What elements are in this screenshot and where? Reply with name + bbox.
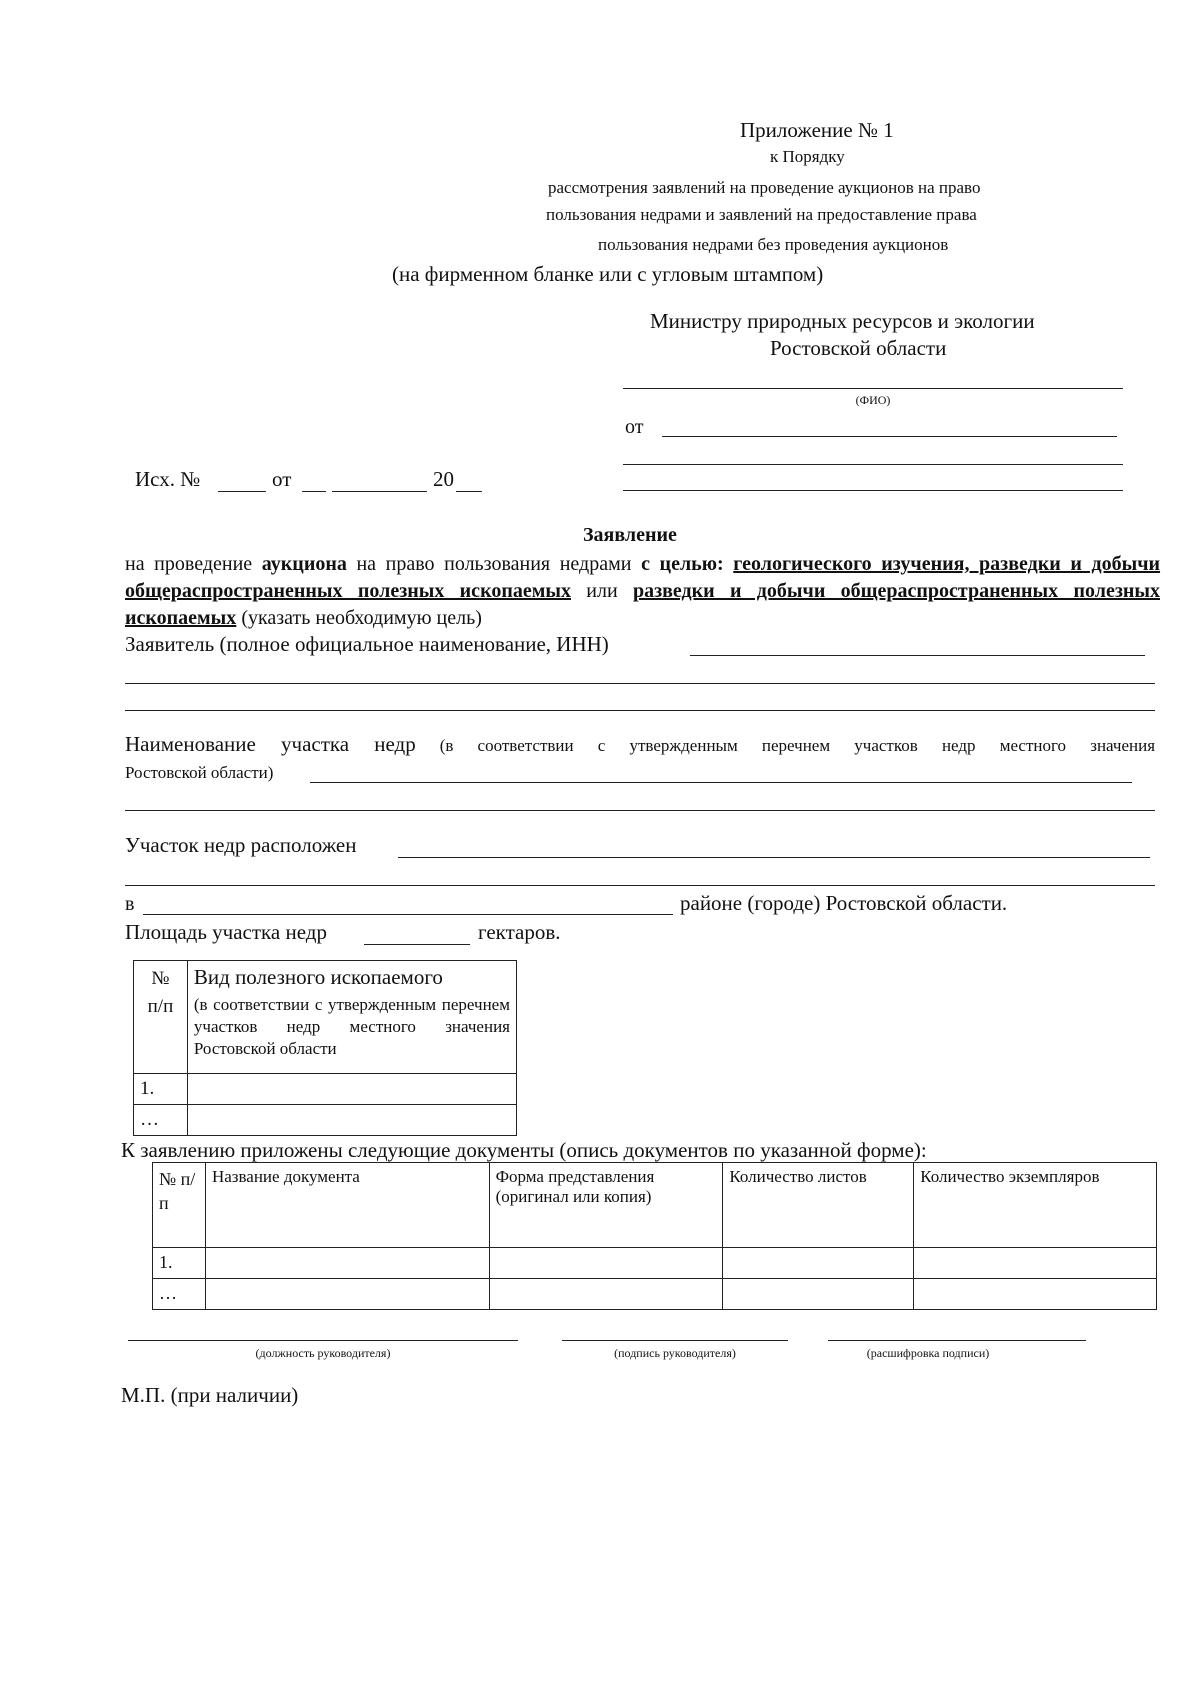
- district-prefix: в: [125, 893, 135, 915]
- documents-row-2-copies[interactable]: [914, 1279, 1157, 1310]
- applicant-label: Заявитель (полное официальное наименование, ИНН): [125, 632, 609, 656]
- site-name-note-cont: Ростовской области): [125, 763, 274, 782]
- minerals-col-type-title: Вид полезного ископаемого: [193, 965, 443, 989]
- purpose-paragraph: [125, 551, 1160, 632]
- documents-col-copies: Количество экземпляров: [914, 1163, 1157, 1248]
- documents-col-sheets: Количество листов: [723, 1163, 914, 1248]
- table-row: [134, 1105, 517, 1136]
- site-name-line-1[interactable]: [310, 782, 1132, 783]
- purpose-part-5[interactable]: геологического изучения, разведки и добычи общераспространенных полезных ископаемых: [125, 553, 1161, 602]
- purpose-part-3: на право пользования недрами: [356, 553, 632, 575]
- stamp-label: М.П. (при наличии): [121, 1383, 299, 1407]
- documents-row-1-sheets[interactable]: [723, 1248, 914, 1279]
- site-name-label: Наименование участка недр: [125, 732, 416, 756]
- position-line[interactable]: [128, 1340, 518, 1341]
- outgoing-label: Исх. №: [135, 467, 201, 491]
- purpose-part-2: аукциона: [261, 553, 347, 575]
- letterhead-note: (на фирменном бланке или с угловым штампом): [392, 262, 824, 286]
- addressee-line-1: Министру природных ресурсов и экологии: [650, 309, 1035, 333]
- order-line-3: пользования недрами без проведения аукционов: [598, 235, 949, 254]
- area-label: Площадь участка недр: [125, 920, 327, 944]
- documents-row-2-name[interactable]: [205, 1279, 489, 1310]
- applicant-line-1[interactable]: [690, 655, 1145, 656]
- minerals-row-2-cell[interactable]: [187, 1105, 516, 1136]
- minerals-col-num: [134, 961, 188, 1074]
- purpose-part-7[interactable]: разведки и добычи общераспространенных полезных ископаемых: [125, 580, 1161, 629]
- site-name-line-2[interactable]: [125, 810, 1155, 811]
- signature-line[interactable]: [562, 1340, 788, 1341]
- documents-col-name: Название документа: [205, 1163, 489, 1248]
- from-line-3[interactable]: [623, 490, 1123, 491]
- minerals-col-type: [187, 961, 516, 1074]
- documents-row-2-sheets[interactable]: [723, 1279, 914, 1310]
- documents-table: [152, 1162, 1157, 1310]
- applicant-line-2[interactable]: [125, 683, 1155, 684]
- document-title: Заявление: [583, 524, 677, 546]
- minerals-table: [133, 960, 517, 1136]
- documents-row-2-form[interactable]: [489, 1279, 723, 1310]
- from-line[interactable]: [662, 436, 1117, 437]
- documents-row-1-name[interactable]: [205, 1248, 489, 1279]
- outgoing-number-line[interactable]: [218, 491, 266, 492]
- order-line-1: рассмотрения заявлений на проведение аукционов на право: [548, 178, 981, 197]
- from-label: от: [625, 416, 644, 438]
- fio-caption: (ФИО): [855, 393, 891, 407]
- documents-row-2-num: …: [153, 1279, 206, 1310]
- district-suffix: районе (городе) Ростовской области.: [680, 891, 1008, 915]
- documents-row-1-num: 1.: [153, 1248, 206, 1279]
- minerals-row-1-num: 1.: [134, 1074, 188, 1105]
- minerals-col-num-2: п/п: [147, 996, 174, 1017]
- documents-table-header: [153, 1163, 1157, 1248]
- site-location-label: Участок недр расположен: [125, 833, 357, 857]
- outgoing-year-prefix: 20: [433, 467, 454, 491]
- signature-caption: (подпись руководителя): [614, 1346, 736, 1360]
- position-caption: (должность руководителя): [255, 1346, 391, 1360]
- table-row: [153, 1279, 1157, 1310]
- minerals-table-header: [134, 961, 517, 1074]
- site-name-note: (в соответствии с утвержденным перечнем участков недр местного значения: [439, 736, 1156, 755]
- documents-row-1-copies[interactable]: [914, 1248, 1157, 1279]
- decoding-caption: (расшифровка подписи): [866, 1346, 990, 1360]
- applicant-line-3[interactable]: [125, 710, 1155, 711]
- purpose-part-4: с целью:: [641, 553, 724, 575]
- order-line-2: пользования недрами и заявлений на предоставление права: [546, 205, 977, 224]
- addressee-fio-line[interactable]: [623, 388, 1123, 389]
- outgoing-from-label: от: [272, 467, 292, 491]
- site-location-line-1[interactable]: [398, 857, 1150, 858]
- documents-intro: К заявлению приложены следующие документы (опись документов по указанной форме):: [121, 1138, 927, 1162]
- purpose-part-6: или: [586, 580, 618, 602]
- minerals-row-1-cell[interactable]: [187, 1074, 516, 1105]
- table-row: [153, 1248, 1157, 1279]
- addressee-line-2: Ростовской области: [770, 336, 947, 360]
- site-name-row: [125, 732, 1155, 757]
- minerals-col-num-1: №: [151, 968, 170, 989]
- district-line[interactable]: [143, 914, 673, 915]
- outgoing-year-line[interactable]: [456, 491, 482, 492]
- decoding-line[interactable]: [828, 1340, 1086, 1341]
- documents-col-form: Форма представления (оригинал или копия): [489, 1163, 723, 1248]
- table-row: [134, 1074, 517, 1105]
- outgoing-day-line[interactable]: [302, 491, 326, 492]
- appendix-to-order: к Порядку: [770, 147, 845, 166]
- area-line[interactable]: [364, 944, 470, 945]
- site-location-line-2[interactable]: [125, 885, 1155, 886]
- area-unit: гектаров.: [478, 920, 561, 944]
- minerals-col-type-note: (в соответствии с утвержденным перечнем участков недр местного значения Ростовской области: [193, 995, 510, 1058]
- purpose-part-1: на проведение: [125, 553, 253, 575]
- minerals-row-2-num: …: [134, 1105, 188, 1136]
- documents-row-1-form[interactable]: [489, 1248, 723, 1279]
- appendix-title: Приложение № 1: [740, 118, 894, 142]
- outgoing-month-line[interactable]: [332, 491, 427, 492]
- documents-col-num: № п/ п: [153, 1163, 206, 1248]
- purpose-part-8: (указать необходимую цель): [241, 607, 482, 629]
- from-line-2[interactable]: [623, 464, 1123, 465]
